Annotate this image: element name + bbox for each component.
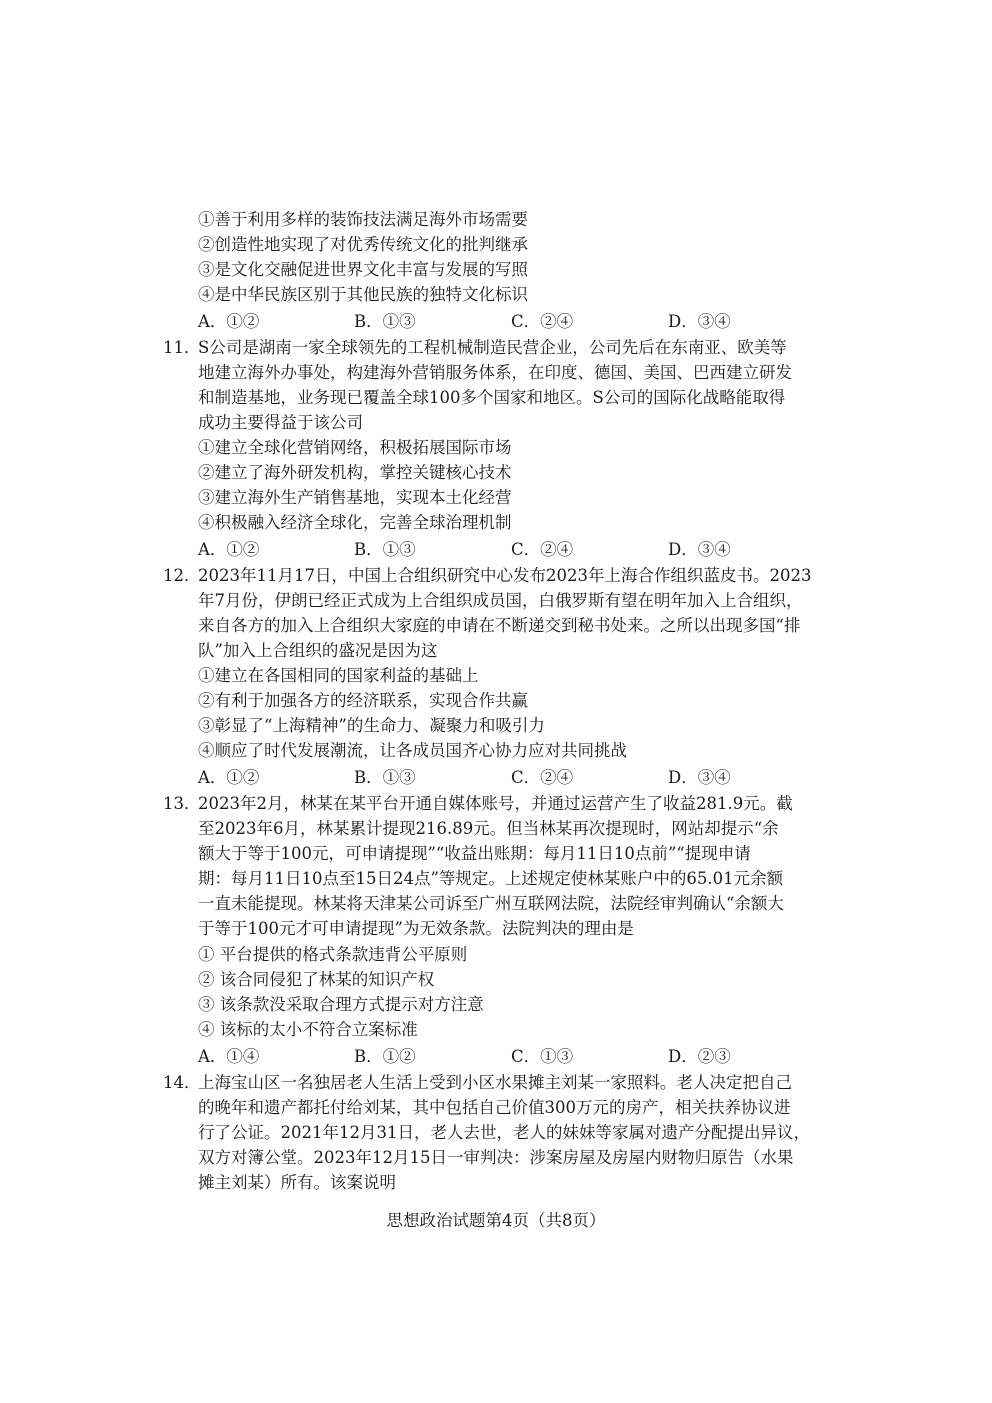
- statement-2: ②创造性地实现了对优秀传统文化的批判继承: [198, 235, 528, 254]
- q13-option-c: C．①③: [511, 1047, 574, 1066]
- q13-stem-line-5: 一直未能提现。林某将天津某公司诉至广州互联网法院，法院经审判确认“余额大: [198, 894, 784, 913]
- statement-1: ①善于利用多样的装饰技法满足海外市场需要: [198, 210, 528, 229]
- q13-stem-line-1: 2023年2月，林某在某平台开通自媒体账号，并通过运营产生了收益281.9元。截: [198, 794, 793, 813]
- option-c: C．②④: [511, 312, 574, 331]
- q14-stem-line-3: 行了公证。2021年12月31日，老人去世，老人的妹妹等家属对遗产分配提出异议，: [198, 1123, 810, 1142]
- q11-option-d: D．③④: [668, 540, 731, 559]
- q13-stem-line-3: 额大于等于100元，可申请提现”“收益出账期：每月11日10点前”“提现申请: [198, 844, 751, 863]
- q11-statement-2: ②建立了海外研发机构，掌控关键核心技术: [198, 463, 512, 482]
- q12-statement-2: ②有利于加强各方的经济联系，实现合作共赢: [198, 691, 528, 710]
- q11-option-b: B．①③: [354, 540, 416, 559]
- q12-stem-line-1: 2023年11月17日，中国上合组织研究中心发布2023年上海合作组织蓝皮书。2023: [198, 566, 812, 585]
- q14-stem-line-2: 的晚年和遗产都托付给刘某，其中包括自己价值300万元的房产，相关扶养协议进: [198, 1098, 791, 1117]
- q12-stem-line-2: 年7月份，伊朗已经正式成为上合组织成员国，白俄罗斯有望在明年加入上合组织，: [198, 591, 803, 610]
- statement-4: ④是中华民族区别于其他民族的独特文化标识: [198, 285, 528, 304]
- q11-statement-1: ①建立全球化营销网络，积极拓展国际市场: [198, 438, 512, 457]
- q12-statement-4: ④顺应了时代发展潮流，让各成员国齐心协力应对共同挑战: [198, 741, 627, 760]
- q12-statement-1: ①建立在各国相同的国家利益的基础上: [198, 666, 479, 685]
- q13-stem-line-6: 于等于100元才可申请提现”为无效条款。法院判决的理由是: [198, 919, 634, 938]
- q11-stem-line-3: 和制造基地，业务现已覆盖全球100多个国家和地区。S公司的国际化战略能取得: [198, 388, 786, 407]
- q12-stem-line-4: 队”加入上合组织的盛况是因为这: [198, 641, 438, 660]
- q14-stem-line-5: 摊主刘某）所有。该案说明: [198, 1173, 396, 1192]
- q12-stem-line-3: 来自各方的加入上合组织大家庭的申请在不断递交到秘书处来。之所以出现多国“排: [198, 616, 801, 635]
- q12-option-a: A．①②: [198, 768, 260, 787]
- question-number-13: 13．: [163, 794, 201, 813]
- q12-option-b: B．①③: [354, 768, 416, 787]
- q14-stem-line-1: 上海宝山区一名独居老人生活上受到小区水果摊主刘某一家照料。老人决定把自己: [198, 1073, 792, 1092]
- question-number-14: 14．: [163, 1073, 201, 1092]
- q13-stem-line-4: 期：每月11日10点至15日24点”等规定。上述规定使林某账户中的65.01元余额: [198, 869, 784, 888]
- q11-stem-line-1: S公司是湖南一家全球领先的工程机械制造民营企业，公司先后在东南亚、欧美等: [198, 338, 787, 357]
- q11-statement-3: ③建立海外生产销售基地，实现本土化经营: [198, 488, 512, 507]
- q12-option-d: D．③④: [668, 768, 731, 787]
- q11-stem-line-4: 成功主要得益于该公司: [198, 413, 363, 432]
- q12-statement-3: ③彰显了“上海精神”的生命力、凝聚力和吸引力: [198, 716, 545, 735]
- q13-statement-2: ② 该合同侵犯了林某的知识产权: [198, 970, 435, 989]
- question-number-12: 12．: [163, 566, 201, 585]
- q13-statement-1: ① 平台提供的格式条款违背公平原则: [198, 945, 468, 964]
- q11-statement-4: ④积极融入经济全球化，完善全球治理机制: [198, 513, 512, 532]
- q13-option-d: D．②③: [668, 1047, 731, 1066]
- q13-statement-3: ③ 该条款没采取合理方式提示对方注意: [198, 995, 484, 1014]
- page-footer: 思想政治试题第4页（共8页）: [386, 1211, 606, 1230]
- statement-3: ③是文化交融促进世界文化丰富与发展的写照: [198, 260, 528, 279]
- option-a: A．①②: [198, 312, 260, 331]
- q13-stem-line-2: 至2023年6月，林某累计提现216.89元。但当林某再次提现时，网站却提示“余: [198, 819, 779, 838]
- q11-option-a: A．①②: [198, 540, 260, 559]
- q13-option-b: B．①②: [354, 1047, 416, 1066]
- question-number-11: 11．: [163, 338, 201, 357]
- option-d: D．③④: [668, 312, 731, 331]
- q13-option-a: A．①④: [198, 1047, 260, 1066]
- q14-stem-line-4: 双方对簿公堂。2023年12月15日一审判决：涉案房屋及房屋内财物归原告（水果: [198, 1148, 794, 1167]
- q11-option-c: C．②④: [511, 540, 574, 559]
- q13-statement-4: ④ 该标的太小不符合立案标准: [198, 1020, 418, 1039]
- q11-stem-line-2: 地建立海外办事处，构建海外营销服务体系，在印度、德国、美国、巴西建立研发: [198, 363, 792, 382]
- q12-option-c: C．②④: [511, 768, 574, 787]
- option-b: B．①③: [354, 312, 416, 331]
